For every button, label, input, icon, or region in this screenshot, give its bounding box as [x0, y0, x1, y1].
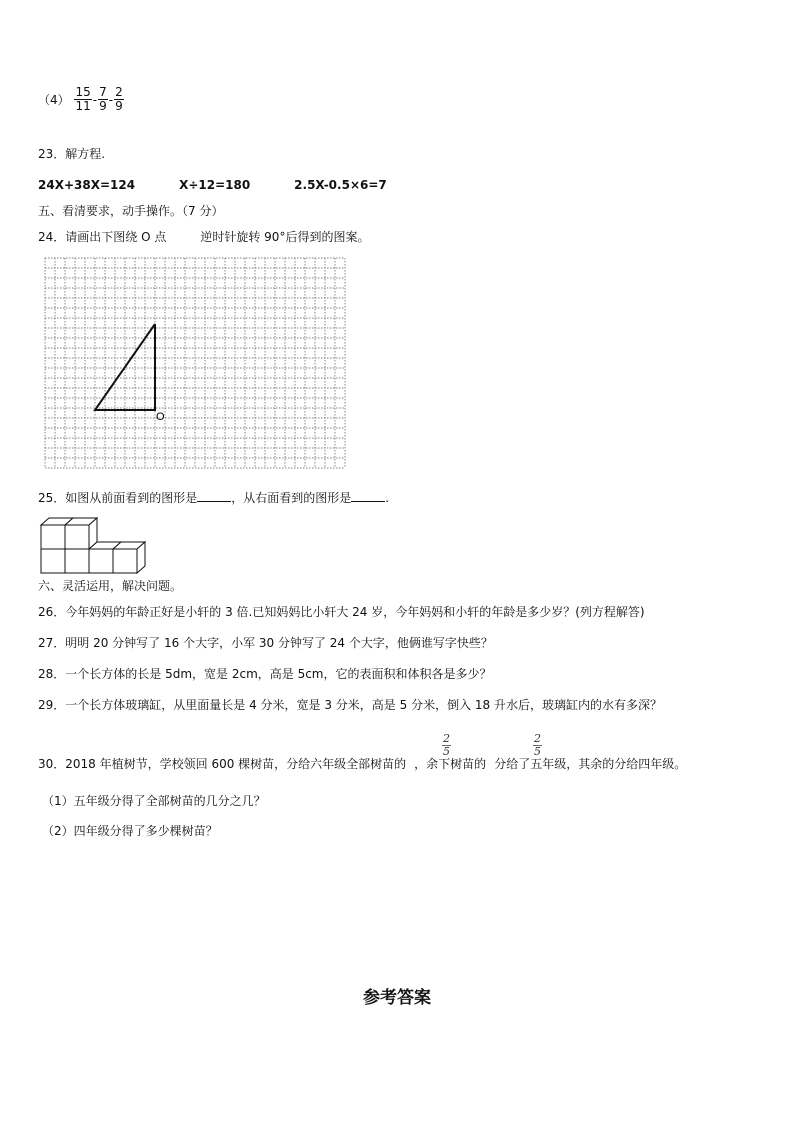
- section-6-heading: 六、灵活运用，解决问题。: [38, 579, 183, 593]
- equation-1: 24X+38X=124: [38, 178, 136, 192]
- q27-question: 27．明明 20 分钟写了 16 个大字，小军 30 分钟写了 24 个大字，他俩谁写字快些？: [38, 636, 493, 650]
- q23-equations: [38, 177, 387, 193]
- q24-question: [38, 229, 369, 245]
- cube-front-face: [41, 525, 65, 549]
- q30-sub-1: （1）五年级分得了全部树苗的几分之几？: [42, 794, 266, 808]
- q30-text-a: 30．2018 年植树节，学校领回 600 棵树苗，分给六年级全部树苗的: [38, 757, 407, 771]
- answer-blank-right[interactable]: [351, 491, 385, 502]
- fraction-2: [98, 86, 108, 113]
- q22-4-label: （4）: [38, 92, 70, 107]
- equation-2: X÷12=180: [179, 178, 251, 192]
- denominator: 5: [443, 745, 450, 758]
- operator: -: [92, 92, 98, 107]
- denominator: 11: [75, 99, 91, 113]
- answer-blank-front[interactable]: [197, 491, 231, 502]
- q24-text-b: 逆时针旋转 90°后得到的图案。: [200, 230, 370, 244]
- fraction-two-fifths: [442, 733, 451, 758]
- q25-text-b: ，从右面看到的图形是: [231, 491, 352, 505]
- denominator: 9: [99, 99, 107, 113]
- fraction-3: [114, 86, 124, 113]
- q22-4-expression: [38, 86, 125, 113]
- fraction-1: [74, 86, 91, 113]
- fraction-two-fifths: [533, 733, 542, 758]
- q30-question: [38, 756, 686, 772]
- q30-sub-2: （2）四年级分得了多少棵树苗？: [42, 824, 218, 838]
- denominator: 9: [115, 99, 123, 113]
- equation-3: 2.5X-0.5×6=7: [294, 178, 387, 192]
- numerator: 2: [534, 732, 541, 745]
- cube-front-face: [41, 549, 65, 573]
- cube-front-face: [65, 549, 89, 573]
- q25-text-a: 25．如图从前面看到的图形是: [38, 491, 198, 505]
- q30-text-c: 分给了五年级，其余的分给四年级。: [494, 757, 687, 771]
- cube-stack-figure: [38, 515, 150, 577]
- numerator: 2: [115, 85, 123, 99]
- rotation-grid-figure: [44, 257, 348, 473]
- q25-question: [38, 490, 389, 506]
- q28-question: 28．一个长方体的长是 5dm，宽是 2cm，高是 5cm，它的表面积和体积各是多少？: [38, 667, 492, 681]
- q29-question: 29．一个长方体玻璃缸，从里面量长是 4 分米，宽是 3 分米，高是 5 分米，倒入 18 升水后，玻璃缸内的水有多深？: [38, 698, 662, 712]
- q25-text-c: .: [385, 491, 390, 505]
- cube-front-face: [65, 525, 89, 549]
- denominator: 5: [534, 745, 541, 758]
- operator: -: [108, 92, 114, 107]
- q23-title: 23．解方程.: [38, 147, 106, 161]
- cube-front-face: [113, 549, 137, 573]
- q30-text-b: ，余下树苗的: [414, 757, 487, 771]
- answer-section-title: 参考答案: [363, 988, 431, 1008]
- numerator: 2: [443, 732, 450, 745]
- numerator: 15: [75, 85, 91, 99]
- point-o-label: O: [156, 411, 165, 423]
- q26-question: 26．今年妈妈的年龄正好是小轩的 3 倍.已知妈妈比小轩大 24 岁，今年妈妈和小轩的年龄是多少岁？(列方程解答): [38, 605, 645, 619]
- numerator: 7: [99, 85, 107, 99]
- section-5-heading: 五、看清要求，动手操作。（7 分）: [38, 204, 224, 218]
- square-grid: [45, 258, 345, 468]
- q24-text-a: 24．请画出下图绕 O 点: [38, 230, 167, 244]
- cube-front-face: [89, 549, 113, 573]
